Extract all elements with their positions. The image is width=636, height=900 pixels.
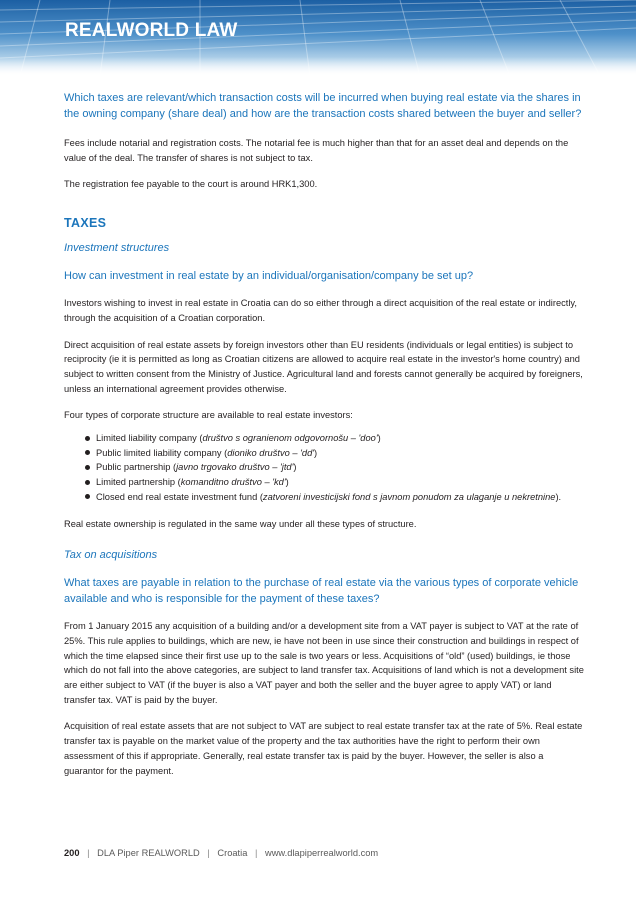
footer-country: Croatia [217, 848, 248, 858]
list-item: Limited liability company (društvo s ogranienom odgovornošu – 'doo') [64, 431, 584, 446]
footer-separator: | [254, 848, 258, 858]
header-title: REALWORLD LAW [65, 20, 238, 41]
investment-structures-heading: Investment structures [64, 242, 170, 255]
fees-paragraph: Fees include notarial and registration costs. The notarial fee is much higher than that for an asset deal and depends on the value of the deal. The transfer of shares is not subject to tax. [64, 138, 569, 163]
investment-paragraph-4: Real estate ownership is regulated in the same way under all these types of structure. [64, 518, 417, 529]
bullet-icon [85, 480, 90, 485]
bullet-icon [85, 465, 90, 470]
bullet-icon [85, 436, 90, 441]
investment-paragraph-3: Four types of corporate structure are available to real estate investors: [64, 410, 353, 421]
bullet-icon [85, 494, 90, 499]
registration-fee-paragraph: The registration fee payable to the court is around HRK1,300. [64, 179, 318, 190]
investment-paragraph-1: Investors wishing to invest in real estate in Croatia can do so either through a direct acquisition of the real estate or indirectly, through the acquisition of a Croatian corporation. [64, 298, 577, 323]
taxes-heading: TAXES [64, 216, 107, 231]
footer-separator: | [87, 848, 90, 858]
acquisitions-paragraph-1: From 1 January 2015 any acquisition of a building and/or a development site from a VAT payer is subject to VAT at the rate of 25%. This rule applies to buildings, which are new, ie have not been in use since their construction and buildings in respect of which the time elapsed since their first use up to the sale is two years or less. Acquisitions of “old” (used) buildings, ie those which do not fall into the above categories, are subject to land transfer tax. Acquisitions of land which is not a development site are either subject to VAT (if the buyer is also a VAT payer and both the seller and the buyer agree to apply VAT) or land transfer tax. VAT is paid by the buyer. [64, 621, 584, 705]
page-number: 200 [64, 848, 80, 858]
investment-paragraph-2: Direct acquisition of real estate assets by foreign investors other than EU residents (individuals or legal entities) is subject to reciprocity (ie it is permitted as long as Croatian citizens are allowed to acquire real estate in the investor's home country) and subject to written consent from the Ministry of Justice. Agricultural land and forests cannot generally be acquired by foreigners, unless an international agreement provides otherwise. [64, 339, 583, 394]
acquisitions-question: What taxes are payable in relation to the purchase of real estate via the various types of corporate vehicle available and who is responsible for the payment of these taxes? [64, 577, 579, 606]
investment-question: How can investment in real estate by an individual/organisation/company be set up? [64, 270, 474, 283]
tax-on-acquisitions-heading: Tax on acquisitions [64, 549, 158, 562]
acquisitions-paragraph-2: Acquisition of real estate assets that are not subject to VAT are subject to real estate transfer tax at the rate of 5%. Real estate transfer tax is payable on the market value of the property and the tax authorities have the right to perform their own assessment of this if appropriate. Generally, real estate transfer tax is paid by the buyer. However, the seller is also a guarantor for the payment. [64, 721, 583, 776]
footer-brand: DLA Piper REALWORLD [97, 848, 200, 858]
corporate-structure-list [64, 431, 584, 505]
share-deal-question: Which taxes are relevant/which transaction costs will be incurred when buying real estate via the shares in the owning company (share deal) and how are the transaction costs shared between the buyer and seller? [64, 92, 582, 120]
list-item: Closed end real estate investment fund (zatvoreni investicijski fond s javnom ponudom za ulaganje u nekretnine). [64, 490, 584, 505]
footer-url[interactable]: www.dlapiperrealworld.com [264, 848, 379, 858]
footer-separator: | [207, 848, 210, 858]
header-banner [0, 0, 636, 76]
list-item: Public partnership (javno trgovako društvo – 'jtd') [64, 460, 584, 475]
list-item: Limited partnership (komanditno društvo – 'kd') [64, 475, 584, 490]
list-item: Public limited liability company (dioniko društvo – 'dd') [64, 446, 584, 461]
page-content [64, 90, 584, 778]
page-footer [64, 848, 378, 858]
bullet-icon [85, 450, 90, 455]
